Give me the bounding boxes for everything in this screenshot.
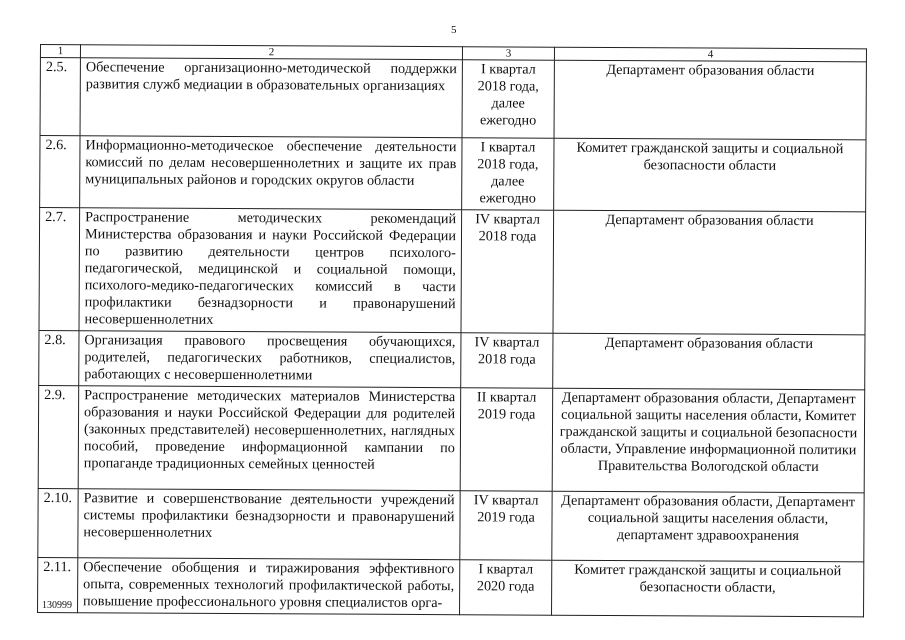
row-number: 2.9. — [38, 385, 79, 488]
row-number: 2.6. — [40, 136, 80, 208]
row-number: 2.10. — [38, 488, 78, 557]
row-number: 2.8. — [39, 330, 79, 385]
header-cell-term: 3 — [462, 47, 554, 60]
row-term: I квартал 2020 года — [460, 560, 552, 615]
table-row — [38, 488, 864, 561]
row-responsible: Департамент образования области, Департамент социальной защиты населения области, департамент здравоохранения — [552, 491, 864, 562]
page-number: 5 — [451, 24, 457, 36]
row-description: Обеспечение организационно-методической поддержки развития служб медиации в образовательных организациях — [80, 58, 462, 138]
row-number: 2.11. — [38, 557, 78, 612]
row-term: I квартал 2018 года, далее ежегодно — [462, 138, 554, 210]
plan-table — [37, 44, 867, 617]
row-term: IV квартал 2018 года — [461, 210, 554, 333]
header-cell-responsible: 4 — [554, 47, 866, 62]
table-row — [40, 58, 866, 140]
row-description: Распространение методических материалов Министерства образования и науки Российской Федерации для родителей (законных представителей) несовершеннолетних, наглядных пособий, проведение информационной кампании по пропаганде традиционных семейных ценностей — [78, 386, 461, 491]
row-description: Развитие и совершенствование деятельности учреждений системы профилактики безнадзорности и правонарушений несовершеннолетних — [78, 489, 460, 560]
row-responsible: Департамент образования области — [553, 210, 866, 335]
row-term: II квартал 2019 года — [460, 388, 553, 491]
row-responsible: Комитет гражданской защиты и социальной безопасности области — [554, 138, 866, 212]
row-term: IV квартал 2018 года — [461, 333, 553, 388]
row-term: I квартал 2018 года, далее ежегодно — [462, 60, 554, 138]
table-row — [39, 208, 866, 335]
header-cell-number: 1 — [40, 45, 80, 58]
row-description: Организация правового просвещения обучающихся, родителей, педагогических работников, специалистов, работающих с несовершеннолетними — [79, 331, 461, 388]
table-row — [39, 330, 865, 389]
header-cell-description: 2 — [80, 45, 462, 60]
footer-document-code: 130999 — [42, 600, 72, 611]
table-row — [40, 136, 866, 212]
table-row — [38, 385, 865, 492]
row-description: Информационно-методическое обеспечение деятельности комиссий по делам несовершеннолетних и защите их прав муниципальных районов и городских округов области — [80, 136, 462, 210]
row-responsible: Департамент образования области — [554, 60, 866, 140]
row-description: Обеспечение обобщения и тиражирования эффективного опыта, современных технологий профилактической работы, повышение профессионального уровня специалистов орга- — [78, 558, 460, 615]
table-row — [38, 557, 864, 616]
row-responsible: Департамент образования области — [553, 333, 865, 390]
row-description: Распространение методических рекомендаций Министерства образования и науки Российской Федерации по развитию деятельности центров психолого-педагогической, медицинской и социальной помощи, психолого-медико-педагогических комиссий в части профилактики безнадзорности и правонарушений несовершеннолетних — [79, 208, 462, 333]
row-number: 2.7. — [39, 208, 80, 331]
row-responsible: Комитет гражданской защиты и социальной безопасности области, — [552, 560, 864, 617]
row-responsible: Департамент образования области, Департамент социальной защиты населения области, Комитет гражданской защиты и социальной безопасности области, Управление информационной политики Правительства Вологодской области — [552, 388, 865, 493]
row-number: 2.5. — [40, 58, 80, 136]
row-term: IV квартал 2019 года — [460, 491, 552, 560]
